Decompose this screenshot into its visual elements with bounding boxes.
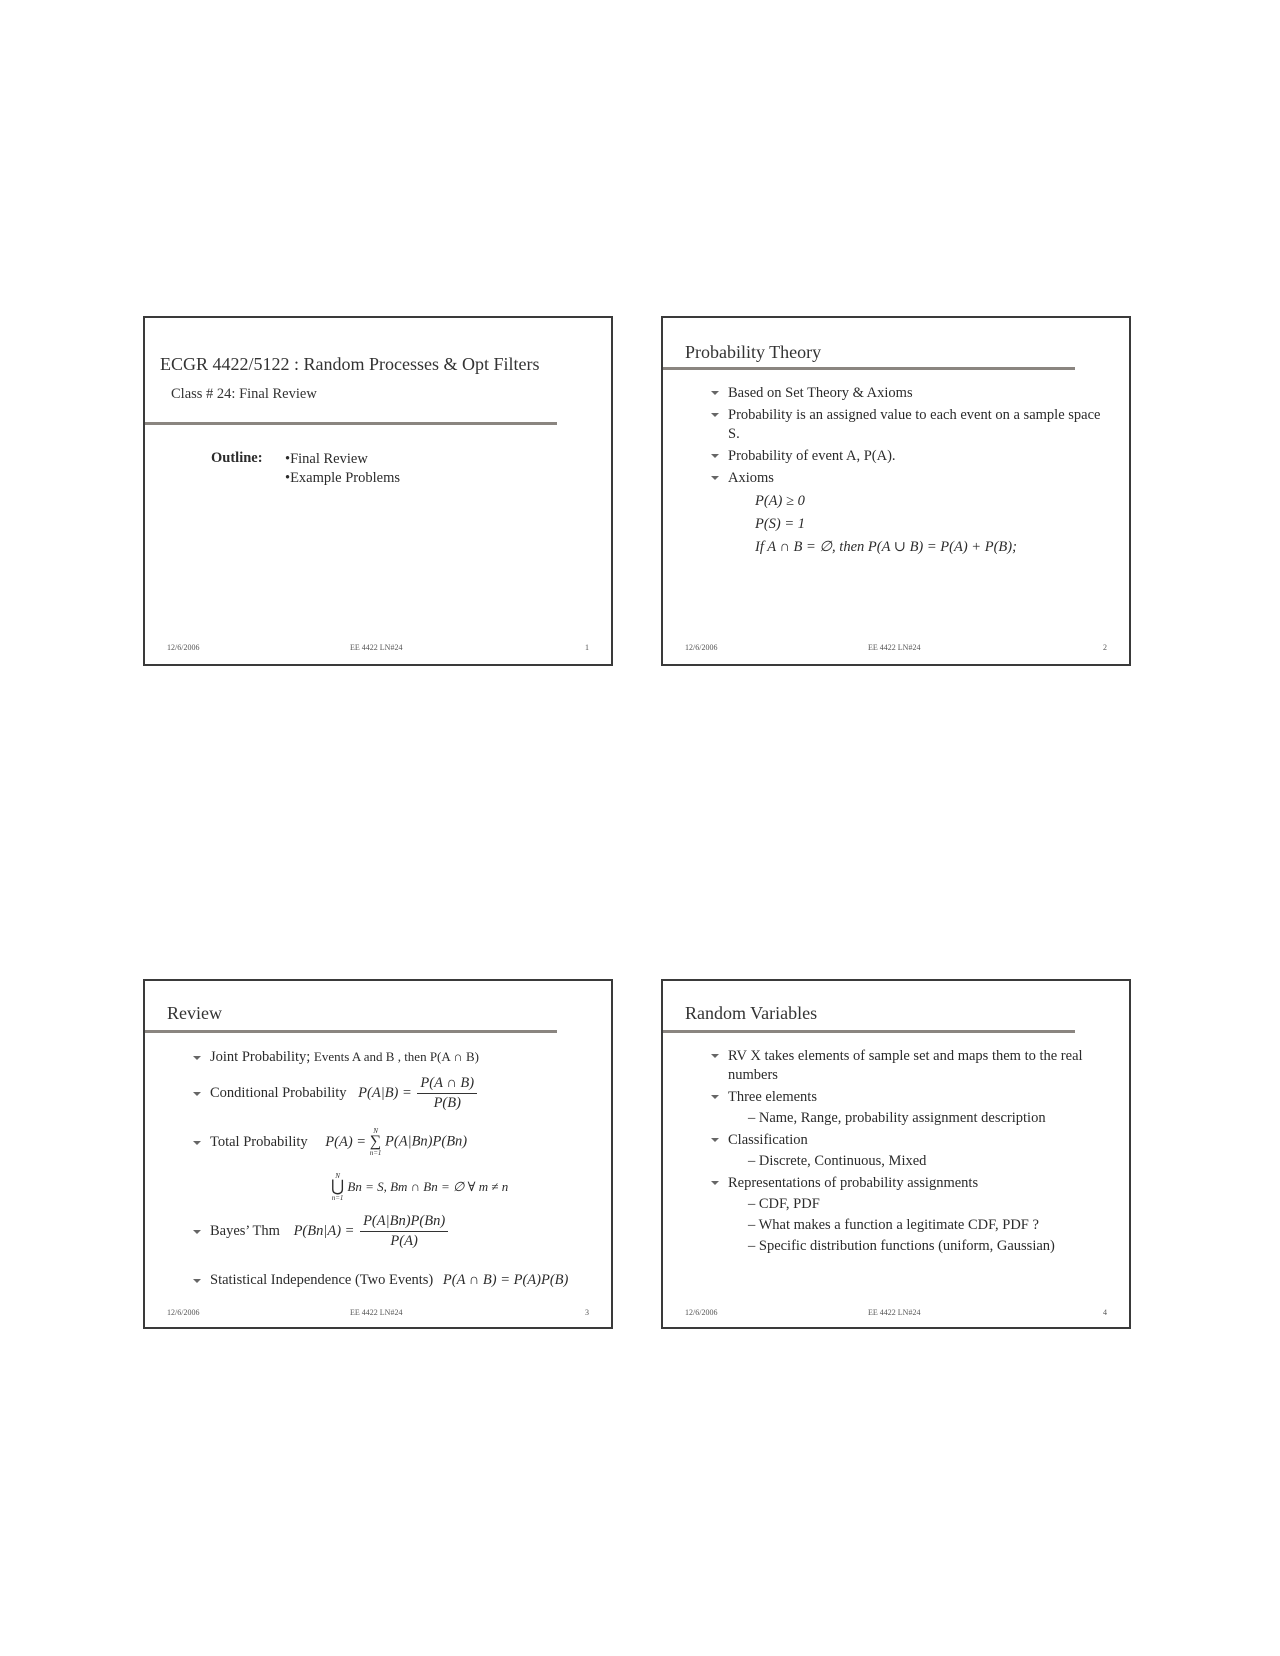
bullet-item: RV X takes elements of sample set and maps them to the real numbers (711, 1047, 1091, 1085)
bullet-item: Three elements – Name, Range, probability assignment description (711, 1088, 1091, 1128)
total-label: Total Probability (210, 1133, 308, 1150)
total-rhs: P(A|Bn)P(Bn) (385, 1133, 468, 1150)
footer-date: 12/6/2006 (685, 1308, 718, 1317)
triangle-bullet-icon (193, 1279, 201, 1283)
triangle-bullet-icon (711, 1054, 719, 1058)
triangle-bullet-icon (711, 1138, 719, 1142)
bayes-label: Bayes’ Thm (210, 1223, 280, 1239)
bullet-list (711, 1047, 1091, 1259)
triangle-bullet-icon (711, 1181, 719, 1185)
joint-formula: Events A and B , then P(A ∩ B) (313, 1049, 479, 1064)
sub-item: – Discrete, Continuous, Mixed (748, 1153, 927, 1169)
triangle-bullet-icon (193, 1141, 201, 1145)
slide-2 (661, 316, 1131, 666)
outline-item: •Final Review (285, 451, 368, 467)
partition-row (331, 1172, 508, 1202)
joint-probability-row (193, 1049, 479, 1066)
conditional-probability-row (193, 1075, 479, 1112)
total-lhs: P(A) = (325, 1133, 367, 1150)
title-rule (663, 367, 1075, 370)
sub-item: – Name, Range, probability assignment description (748, 1110, 1046, 1126)
triangle-bullet-icon (711, 413, 719, 417)
slide-4 (661, 979, 1131, 1329)
triangle-bullet-icon (193, 1230, 201, 1234)
footer-page-number: 3 (585, 1308, 589, 1317)
slide-1-title: ECGR 4422/5122 : Random Processes & Opt Filters (160, 354, 540, 374)
axiom-3: If A ∩ B = ∅, then P(A ∪ B) = P(A) + P(B); (755, 539, 1017, 555)
triangle-bullet-icon (193, 1092, 201, 1096)
slide-4-title: Random Variables (685, 1003, 818, 1023)
triangle-bullet-icon (193, 1056, 201, 1060)
footer-center: EE 4422 LN#24 (350, 643, 403, 652)
joint-label: Joint Probability; (210, 1049, 311, 1065)
bayes-fraction: $\frac{P(A|Bn)P(Bn)}{P(A)}$ (360, 1213, 448, 1250)
footer-date: 12/6/2006 (167, 1308, 200, 1317)
union-operator: N ⋃ n=1 (331, 1172, 345, 1202)
bullet-item: Probability is an assigned value to each event on a sample space S. (711, 406, 1101, 444)
conditional-lhs: P(A|B) = (358, 1085, 412, 1101)
sub-item: – Specific distribution functions (uniform, Gaussian) (748, 1238, 1055, 1254)
independence-formula: P(A ∩ B) = P(A)P(B) (442, 1272, 569, 1288)
footer-date: 12/6/2006 (167, 643, 200, 652)
slide-3 (143, 979, 613, 1329)
footer-page-number: 4 (1103, 1308, 1107, 1317)
slide-3-title: Review (167, 1003, 222, 1023)
footer-center: EE 4422 LN#24 (868, 1308, 921, 1317)
slide-1-subtitle: Class # 24: Final Review (171, 386, 317, 402)
independence-label: Statistical Independence (Two Events) (210, 1272, 434, 1288)
bayes-lhs: P(Bn|A) = (293, 1223, 355, 1239)
bullet-item: Probability of event A, P(A). (711, 447, 1101, 466)
total-probability-row (193, 1127, 467, 1157)
axioms-list (755, 490, 1017, 559)
footer-page-number: 1 (585, 643, 589, 652)
footer-date: 12/6/2006 (685, 643, 718, 652)
outline-item: •Example Problems (285, 470, 401, 486)
bayes-row (193, 1213, 450, 1250)
partition-formula: Bn = S, Bm ∩ Bn = ∅ ∀ m ≠ n (347, 1179, 509, 1194)
bullet-item: Based on Set Theory & Axioms (711, 384, 1101, 403)
title-rule (145, 1030, 557, 1033)
axiom-1: P(A) ≥ 0 (755, 493, 805, 509)
footer-page-number: 2 (1103, 643, 1107, 652)
outline-list (285, 450, 400, 488)
sub-item: – What makes a function a legitimate CDF, PDF ? (748, 1217, 1039, 1233)
conditional-label: Conditional Probability (210, 1085, 347, 1101)
triangle-bullet-icon (711, 476, 719, 480)
slide-2-title: Probability Theory (685, 342, 822, 362)
footer-center: EE 4422 LN#24 (868, 643, 921, 652)
title-rule (145, 422, 557, 425)
axiom-2: P(S) = 1 (755, 516, 806, 532)
triangle-bullet-icon (711, 454, 719, 458)
conditional-fraction: $\frac{P(A \cap B)}{P(B)}$ (417, 1075, 477, 1112)
slide-1 (143, 316, 613, 666)
triangle-bullet-icon (711, 1095, 719, 1099)
bullet-item: Axioms (711, 469, 1101, 488)
triangle-bullet-icon (711, 391, 719, 395)
outline-label: Outline: (211, 450, 263, 466)
title-rule (663, 1030, 1075, 1033)
bullet-item: Classification – Discrete, Continuous, Mixed (711, 1131, 1091, 1171)
sum-operator: N ∑ n=1 (369, 1127, 382, 1157)
bullet-list (711, 384, 1101, 491)
footer-center: EE 4422 LN#24 (350, 1308, 403, 1317)
sub-item: – CDF, PDF (748, 1196, 820, 1212)
independence-row (193, 1272, 568, 1289)
bullet-item: Representations of probability assignments – CDF, PDF – What makes a function a legitimate CDF, PDF ? – Specific distribution functions (uniform, Gaussian) (711, 1174, 1091, 1256)
